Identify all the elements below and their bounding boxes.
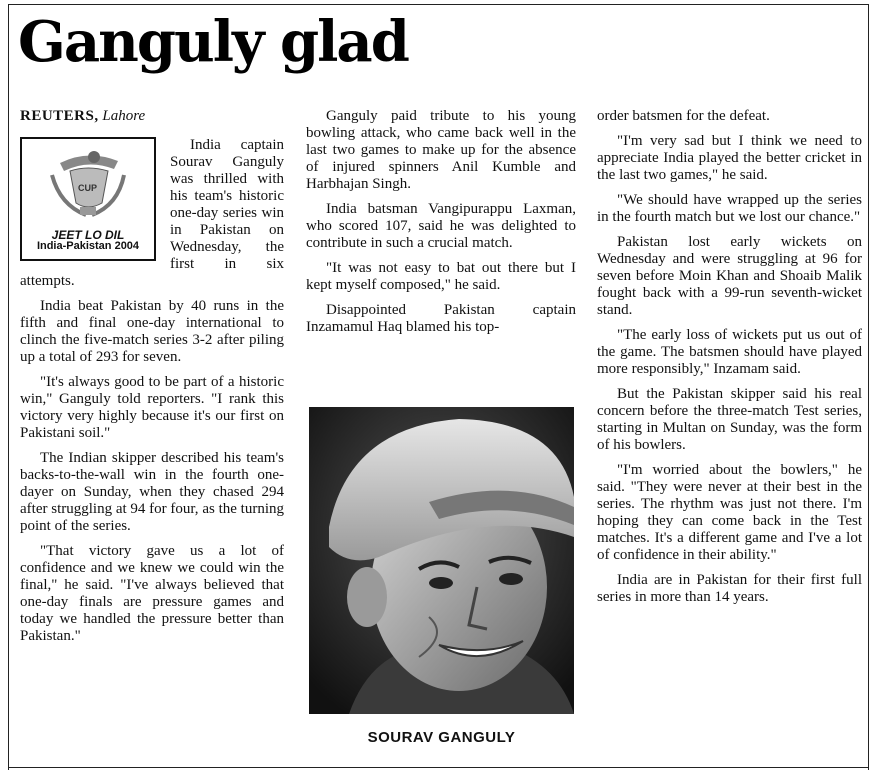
paragraph: Disappointed Pakistan captain Inzamamul Haq blamed his top- <box>306 302 576 335</box>
logo-caption: India-Pakistan 2004 <box>36 240 140 252</box>
ganguly-photo <box>309 407 574 714</box>
paragraph: But the Pakistan skipper said his real concern before the three-match Test series, starting in Multan on Sunday, was the form of his bowlers. <box>597 386 862 453</box>
bottom-rule <box>8 767 869 768</box>
paragraph: "I'm worried about the bowlers," he said. "They were never at their best in the series. The rhythm was just not there. I'm hoping they can come back in the Test matches. It's a different game and I've a lot of confidence in their ability." <box>597 462 862 563</box>
paragraph: India batsman Vangipurappu Laxman, who scored 107, said he was delighted to contribute in such a crucial match. <box>306 201 576 251</box>
byline <box>20 108 284 125</box>
paragraph: Pakistan lost early wickets on Wednesday and were struggling at 96 for seven before Moin Khan and Shoaib Malik fought back with a 99-run seventh-wicket stand. <box>597 234 862 318</box>
portrait-image <box>309 407 574 714</box>
logo-slogan: JEET LO DIL <box>51 228 125 242</box>
logo-emblem-text: CUP <box>78 183 98 193</box>
byline-agency: REUTERS, <box>20 108 99 124</box>
paragraph: "I'm very sad but I think we need to appreciate India played the better cricket in the last two games," he said. <box>597 133 862 183</box>
paragraph: "It was not easy to bat out there but I kept myself composed," he said. <box>306 260 576 293</box>
paragraph: order batsmen for the defeat. <box>597 108 770 124</box>
paragraph: The Indian skipper described his team's backs-to-the-wall win in the fourth one-dayer on Sunday, when they chased 294 after struggling at 94 for four, as the turning point of the series. <box>20 450 284 534</box>
cricket-cup-icon <box>30 145 146 231</box>
paragraph: India are in Pakistan for their first full series in more than 14 years. <box>597 572 862 605</box>
byline-place: Lahore <box>102 108 146 124</box>
paragraph: "The early loss of wickets put us out of the game. The batsmen should have played more responsibly," Inzamam said. <box>597 327 862 377</box>
paragraph: Ganguly paid tribute to his young bowling attack, who came back well in the last two games to make up for the absence of injured spinners Anil Kumble and Harbhajan Singh. <box>306 108 576 192</box>
paragraph: "We should have wrapped up the series in the fourth match but we lost our chance." <box>597 192 862 225</box>
column-2 <box>306 108 576 344</box>
headline: Ganguly glad <box>18 9 408 75</box>
paragraph: India beat Pakistan by 40 runs in the fifth and final one-day international to clinch the five-match series 3-2 after piling up a total of 293 for seven. <box>20 298 284 365</box>
paragraph: "That victory gave us a lot of confidence and we knew we could win the final," he said. "I've always believed that one-day finals are pressure games and today we handled the pressure better than Pakistan." <box>20 543 284 644</box>
paragraph: India captain Sourav Ganguly was thrilled with his team's historic one-day series win in Pakistan on Wednesday, the first in six attempts. <box>20 137 284 289</box>
column-3 <box>597 108 862 614</box>
column-1 <box>20 108 284 653</box>
series-logo <box>20 137 156 261</box>
paragraph: "It's always good to be part of a historic win," Ganguly told reporters. "I rank this victory very highly because it's our first on Pakistani soil." <box>20 374 284 441</box>
photo-caption: SOURAV GANGULY <box>367 729 516 746</box>
